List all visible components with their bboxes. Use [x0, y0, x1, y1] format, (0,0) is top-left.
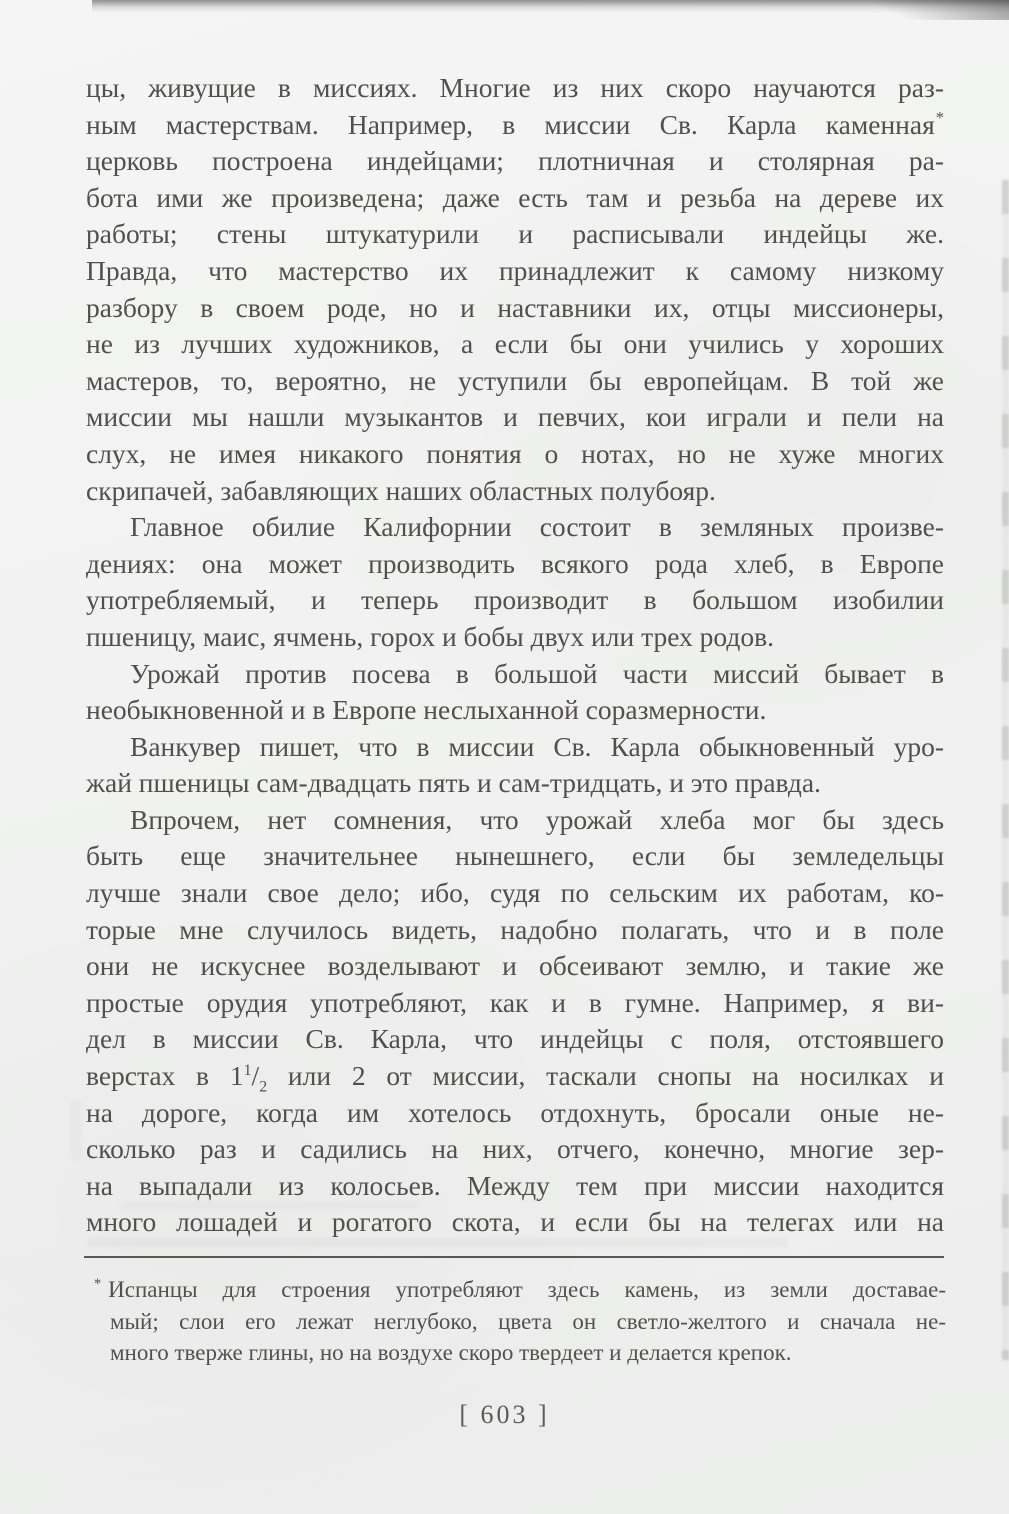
text-line: на выпадали из колосьев. Между тем при миссии находится: [86, 1169, 944, 1201]
footnote-line: [94, 1274, 946, 1306]
text-line: слух, не имея никакого понятия о нотах, но не хуже многих: [86, 437, 944, 469]
text-line: мастеров, то, вероятно, не уступили бы европейцам. В той же: [86, 364, 944, 396]
text-line: работы; стены штукатурили и расписывали индейцы же.: [86, 218, 944, 250]
text-line: на дороге, когда им хотелось отдохнуть, бросали оные не-: [86, 1096, 944, 1128]
text-segment: Испанцы для строения употребляют здесь камень, из земли доставае-: [108, 1277, 946, 1302]
fraction-denominator: 2: [259, 1078, 268, 1096]
text-line: пшеницу, маис, ячмень, горох и бобы двух или трех родов.: [86, 620, 774, 652]
text-line: простые орудия употребляют, как и в гумне. Например, я ви-: [86, 986, 944, 1018]
text-line: лучше знали свое дело; ибо, судя по сельским их работам, ко-: [86, 877, 944, 909]
text-line: необыкновенной и в Европе неслыханной соразмерности.: [86, 694, 767, 726]
text-line: бота ими же произведена; даже есть там и резьба на дереве их: [86, 181, 944, 213]
footnote: [94, 1274, 946, 1369]
footnote-separator: [84, 1256, 944, 1258]
text-line: употребляемый, и теперь производит в большом изобилии: [86, 584, 944, 616]
text-line: разбору в своем роде, но и наставники их, отцы миссионеры,: [86, 291, 944, 323]
text-line: Главное обилие Калифорнии состоит в земляных произве-: [130, 511, 944, 543]
text-line: Правда, что мастерство их принадлежит к самому низкому: [86, 254, 944, 286]
bleed-through-mark: [70, 1100, 82, 1160]
text-line: не из лучших художников, а если бы они учились у хороших: [86, 328, 944, 360]
footnote-line: мый; слои его лежат неглубоко, цвета он светло-желтого и сначала не-: [110, 1308, 946, 1334]
page-number: [ 603 ]: [459, 1400, 550, 1429]
scan-right-edge-artifact: [1002, 180, 1009, 1360]
text-line: Впрочем, нет сомнения, что урожай хлеба мог бы здесь: [130, 803, 944, 835]
text-line: дениях: она может производить всякого рода хлеб, в Европе: [86, 547, 944, 579]
text-line: они не искуснее возделывают и обсеивают землю, и такие же: [86, 950, 944, 982]
text-line: цы, живущие в миссиях. Многие из них скоро научаются раз-: [86, 72, 944, 103]
text-line: Ванкувер пишет, что в миссии Св. Карла обыкновенный уро-: [130, 730, 944, 762]
footnote-marker: *: [94, 1276, 102, 1293]
text-segment: или 2 от миссии, таскали снопы на носилках и: [267, 1060, 945, 1092]
scan-corner-shadow: [859, 0, 1009, 20]
text-line: много лошадей и рогатого скота, и если бы на телегах или на: [86, 1206, 944, 1238]
footnote-ref-marker: *: [935, 108, 944, 128]
fraction-slash: /: [251, 1060, 260, 1092]
text-line: [86, 1058, 944, 1095]
text-line: скрипачей, забавляющих наших областных полубояр.: [86, 474, 716, 506]
text-line: Урожай против посева в большой части миссий бывает в: [130, 657, 944, 689]
text-segment: ным мастерствам. Например, в миссии Св. Карла каменная: [86, 108, 935, 140]
text-line: церковь построена индейцами; плотничная и столярная ра-: [86, 145, 944, 177]
text-line: сколько раз и садились на них, отчего, конечно, многие зер-: [86, 1133, 944, 1165]
text-line: быть еще значительнее нынешнего, если бы земледельцы: [86, 840, 944, 872]
fraction-numerator: 1: [243, 1061, 252, 1079]
text-line: [86, 107, 944, 144]
text-line: жай пшеницы сам-двадцать пять и сам-тридцать, и это правда.: [86, 767, 821, 799]
text-line: торые мне случилось видеть, надобно полагать, что и в поле: [86, 913, 944, 945]
text-line: дел в миссии Св. Карла, что индейцы с поля, отстоявшего: [86, 1023, 944, 1055]
footnote-line: много тверже глины, но на воздухе скоро твердеет и делается крепок.: [110, 1340, 792, 1365]
text-line: миссии мы нашли музыкантов и певчих, кои играли и пели на: [86, 401, 944, 433]
body-text: [86, 70, 944, 1241]
text-segment: верстах в 1: [86, 1060, 244, 1092]
